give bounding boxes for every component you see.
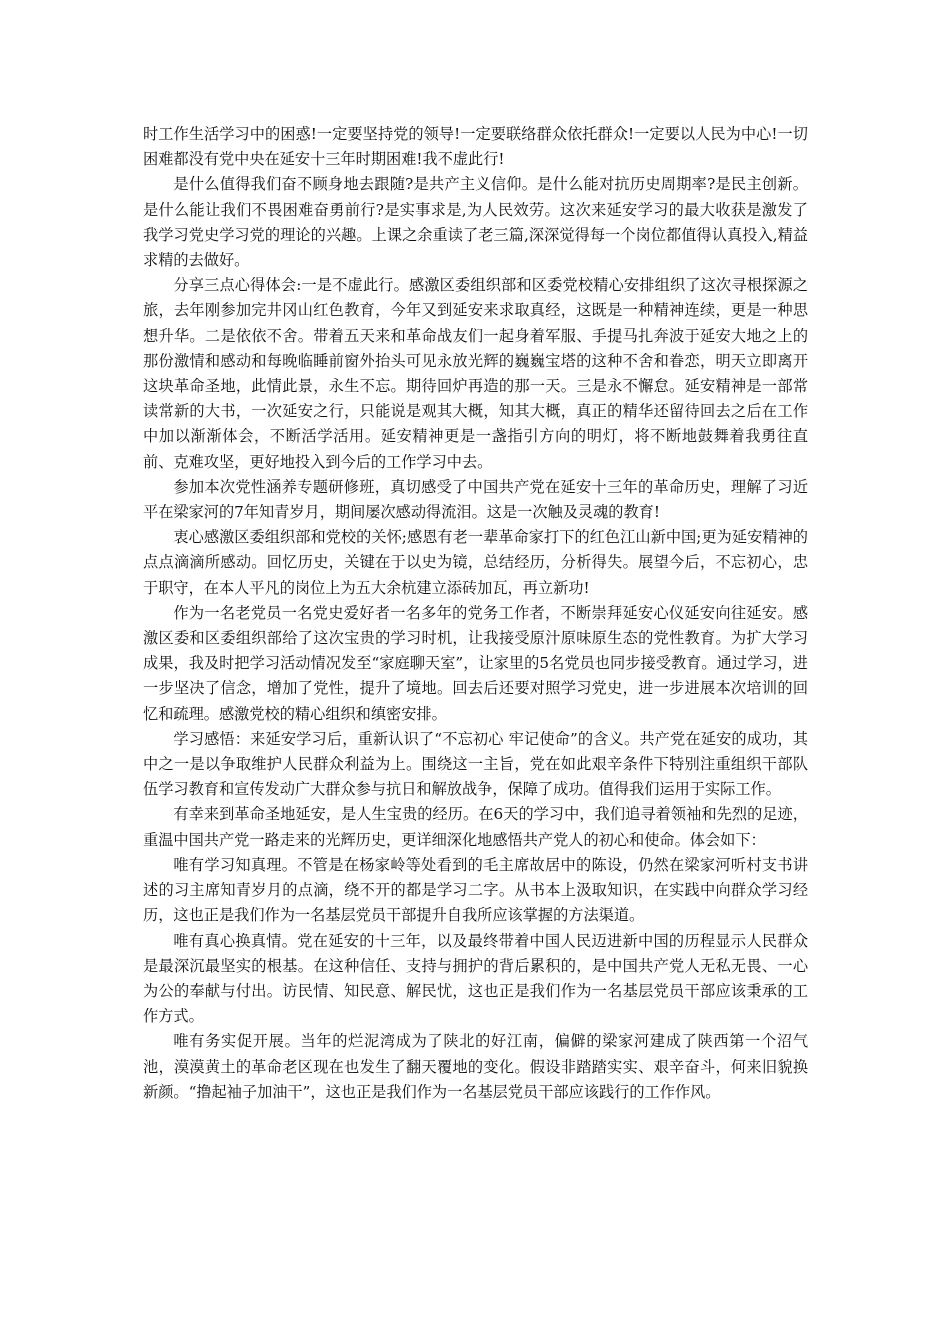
paragraph-three-insights: 分享三点心得体会:一是不虚此行。感激区委组织部和区委党校精心安排组织了这次寻根探源之旅，去年刚参加完井冈山红色教育，今年又到延安来求取真经，这既是一种精神连续，更是一种思想升华。二是依依不舍。带着五天来和革命战友们一起身着军服、手提马扎奔波于延安大地之上的那份激情和感动和每晚临睡前窗外抬头可见永放光辉的巍巍宝塔的这种不舍和眷恋，明天立即离开这块革命圣地，此情此景，永生不忘。期待回炉再造的那一天。三是永不懈怠。延安精神是一部常读常新的大书，一次延安之行，只能说是观其大概，知其大概，真正的精华还留待回去之后在工作中加以渐渐体会，不断活学活用。延安精神更是一盏指引方向的明灯，将不断地鼓舞着我勇往直前、克难攻坚，更好地投入到今后的工作学习中去。	[143, 276, 808, 471]
paragraph-pragmatism: 唯有务实促开展。当年的烂泥湾成为了陕北的好江南，偏僻的梁家河建成了陕西第一个沼气池，漠漠黄土的革命老区现在也发生了翻天覆地的变化。假设非踏踏实实、艰辛奋斗，何来旧貌换新颜。“撸起袖子加油干”，这也正是我们作为一名基层党员干部应该践行的工作作风。	[143, 1032, 808, 1101]
paragraph-study-truth: 唯有学习知真理。不管是在杨家岭等处看到的毛主席故居中的陈设，仍然在梁家河听村支书讲述的习主席知青岁月的点滴，绕不开的都是学习二字。从书本上汲取知识，在实践中向群众学习经历，这也正是我们作为一名基层党员干部提升自我所应该掌握的方法渠道。	[143, 855, 808, 925]
paragraph-sincerity: 唯有真心换真情。党在延安的十三年，以及最终带着中国人民迈进新中国的历程显示人民群众是最深沉最坚实的根基。在这种信任、支持与拥护的背后累积的，是中国共产党人无私无畏、一心为公的奉献与付出。访民情、知民意、解民忧，这也正是我们作为一名基层党员干部应该秉承的工作方式。	[143, 931, 808, 1026]
paragraph-continuation: 时工作生活学习中的困惑!一定要坚持党的领导!一定要联络群众依托群众!一定要以人民为中心!一切困难都没有党中央在延安十三年时期困难!我不虚此行!	[143, 125, 808, 169]
document-body	[143, 122, 808, 1105]
paragraph-veteran-member: 作为一名老党员一名党史爱好者一名多年的党务工作者，不断崇拜延安心仪延安向往延安。感激区委和区委组织部给了这次宝贵的学习时机，让我接受原汁原味原生态的党性教育。为扩大学习成果，我及时把学习活动情况发至“家庭聊天室”，让家里的5名党员也同步接受教育。通过学习，进一步坚决了信念，增加了党性，提升了境地。回去后还要对照学习党史，进一步进展本次培训的回忆和疏理。感激党校的精心组织和缜密安排。	[143, 603, 808, 723]
paragraph-yanan-visit: 有幸来到革命圣地延安，是人生宝贵的经历。在6天的学习中，我们追寻着领袖和先烈的足迹，重温中国共产党一路走来的光辉历史，更详细深化地感悟共产党人的初心和使命。体会如下：	[143, 805, 808, 849]
paragraph-beliefs: 是什么值得我们奋不顾身地去跟随?是共产主义信仰。是什么能对抗历史周期率?是民主创新。是什么能让我们不畏困难奋勇前行?是实事求是,为人民效劳。这次来延安学习的最大收获是激发了我学习党史学习党的理论的兴趣。上课之余重读了老三篇,深深觉得每一个岗位都值得认真投入,精益求精的去做好。	[143, 175, 808, 270]
paragraph-gratitude: 衷心感激区委组织部和党校的关怀;感恩有老一辈革命家打下的红色江山新中国;更为延安精神的点点滴滴所感动。回忆历史，关键在于以史为镜，总结经历，分析得失。展望今后，不忘初心，忠于职守，在本人平凡的岗位上为五大余杭建立添砖加瓦，再立新功!	[143, 528, 808, 597]
paragraph-seminar: 参加本次党性涵养专题研修班，真切感受了中国共产党在延安十三年的革命历史，理解了习近平在梁家河的7年知青岁月，期间屡次感动得流泪。这是一次触及灵魂的教育!	[143, 477, 808, 522]
paragraph-study-reflection: 学习感悟：来延安学习后，重新认识了“不忘初心 牢记使命”的含义。共产党在延安的成功，其中之一是以争取维护人民群众利益为上。围绕这一主旨，党在如此艰辛条件下特别注重组织干部队伍学习教育和宣传发动广大群众参与抗日和解放战争，保障了成功。值得我们运用于实际工作。	[143, 729, 808, 799]
